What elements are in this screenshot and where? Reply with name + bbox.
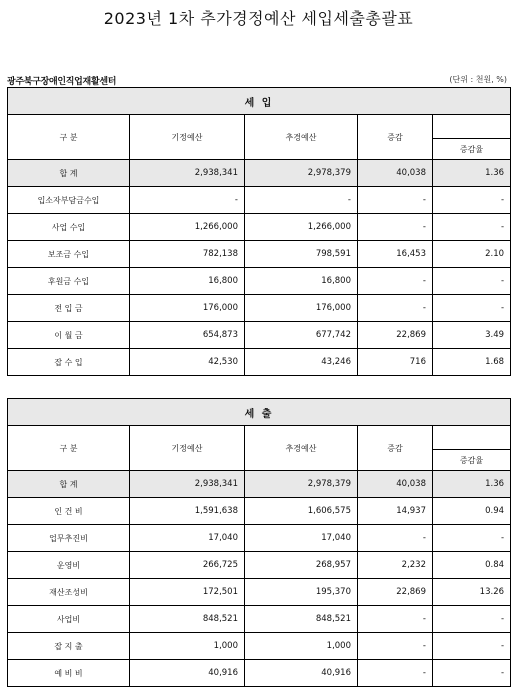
total-row <box>8 471 511 498</box>
change-cell: - <box>358 268 433 295</box>
revised-budget-cell: - <box>245 187 358 214</box>
revenue-section-header: 세 입 <box>8 88 511 115</box>
table-row <box>8 498 511 525</box>
change-rate-cell: - <box>433 633 511 660</box>
change-cell: - <box>358 525 433 552</box>
expenditure-section-header: 세 출 <box>8 399 511 426</box>
row-label: 합 계 <box>8 471 130 498</box>
revised-budget-cell: 176,000 <box>245 295 358 322</box>
table-row <box>8 606 511 633</box>
col-header-base-budget: 기정예산 <box>130 115 245 160</box>
revised-budget-cell: 677,742 <box>245 322 358 349</box>
change-cell: - <box>358 214 433 241</box>
total-row <box>8 160 511 187</box>
change-cell: 22,869 <box>358 579 433 606</box>
row-label: 잡 지 출 <box>8 633 130 660</box>
row-label: 예 비 비 <box>8 660 130 687</box>
change-rate-cell: - <box>433 660 511 687</box>
change-rate-cell: - <box>433 525 511 552</box>
base-budget-cell: 1,266,000 <box>130 214 245 241</box>
row-label: 전 입 금 <box>8 295 130 322</box>
revised-budget-cell: 1,000 <box>245 633 358 660</box>
row-label: 합 계 <box>8 160 130 187</box>
revised-budget-cell: 268,957 <box>245 552 358 579</box>
base-budget-cell: 16,800 <box>130 268 245 295</box>
col-header-change-rate-cell <box>433 426 511 471</box>
change-rate-cell: 3.49 <box>433 322 511 349</box>
col-header-change-rate: 증감율 <box>433 138 510 159</box>
col-header-revised-budget: 추경예산 <box>245 426 358 471</box>
table-row <box>8 660 511 687</box>
revised-budget-cell: 195,370 <box>245 579 358 606</box>
table-row <box>8 295 511 322</box>
table-row <box>8 322 511 349</box>
revised-budget-cell: 16,800 <box>245 268 358 295</box>
base-budget-cell: 266,725 <box>130 552 245 579</box>
revised-budget-cell: 2,978,379 <box>245 471 358 498</box>
base-budget-cell: 1,591,638 <box>130 498 245 525</box>
col-header-change-rate-cell <box>433 115 511 160</box>
revised-budget-cell: 2,978,379 <box>245 160 358 187</box>
row-label: 이 월 금 <box>8 322 130 349</box>
table-row <box>8 525 511 552</box>
table-row <box>8 349 511 376</box>
unit-note: (단위 : 천원, %) <box>449 75 507 84</box>
change-cell: - <box>358 660 433 687</box>
change-rate-cell: 13.26 <box>433 579 511 606</box>
change-cell: 14,937 <box>358 498 433 525</box>
change-cell: - <box>358 295 433 322</box>
change-cell: 716 <box>358 349 433 376</box>
change-cell: 16,453 <box>358 241 433 268</box>
table-row <box>8 187 511 214</box>
row-label: 사업비 <box>8 606 130 633</box>
base-budget-cell: - <box>130 187 245 214</box>
change-cell: 40,038 <box>358 471 433 498</box>
base-budget-cell: 782,138 <box>130 241 245 268</box>
revised-budget-cell: 17,040 <box>245 525 358 552</box>
row-label: 인 건 비 <box>8 498 130 525</box>
base-budget-cell: 848,521 <box>130 606 245 633</box>
col-header-change-rate: 증감율 <box>433 449 510 470</box>
expenditure-table <box>7 398 511 687</box>
base-budget-cell: 1,000 <box>130 633 245 660</box>
revenue-table <box>7 87 511 376</box>
base-budget-cell: 172,501 <box>130 579 245 606</box>
table-row <box>8 633 511 660</box>
revised-budget-cell: 798,591 <box>245 241 358 268</box>
col-header-change: 증감 <box>358 115 433 160</box>
change-cell: - <box>358 187 433 214</box>
change-rate-cell: - <box>433 295 511 322</box>
col-header-change: 증감 <box>358 426 433 471</box>
base-budget-cell: 2,938,341 <box>130 160 245 187</box>
revised-budget-cell: 848,521 <box>245 606 358 633</box>
row-label: 재산조성비 <box>8 579 130 606</box>
row-label: 잡 수 입 <box>8 349 130 376</box>
document-title: 2023년 1차 추가경정예산 세입세출총괄표 <box>103 9 414 28</box>
change-rate-cell: 1.68 <box>433 349 511 376</box>
base-budget-cell: 654,873 <box>130 322 245 349</box>
change-rate-cell: 1.36 <box>433 471 511 498</box>
base-budget-cell: 176,000 <box>130 295 245 322</box>
col-header-category: 구 분 <box>8 115 130 160</box>
revised-budget-cell: 1,606,575 <box>245 498 358 525</box>
row-label: 사업 수입 <box>8 214 130 241</box>
change-rate-cell: 0.84 <box>433 552 511 579</box>
table-row <box>8 268 511 295</box>
base-budget-cell: 40,916 <box>130 660 245 687</box>
table-row <box>8 579 511 606</box>
change-rate-cell: - <box>433 268 511 295</box>
row-label: 후원금 수입 <box>8 268 130 295</box>
col-header-base-budget: 기정예산 <box>130 426 245 471</box>
row-label: 입소자부담금수입 <box>8 187 130 214</box>
base-budget-cell: 42,530 <box>130 349 245 376</box>
revised-budget-cell: 40,916 <box>245 660 358 687</box>
table-row <box>8 241 511 268</box>
change-cell: - <box>358 633 433 660</box>
change-cell: 22,869 <box>358 322 433 349</box>
table-row <box>8 552 511 579</box>
change-rate-cell: - <box>433 187 511 214</box>
col-header-category: 구 분 <box>8 426 130 471</box>
organization-name: 광주북구장애인직업재활센터 <box>7 77 117 87</box>
revised-budget-cell: 43,246 <box>245 349 358 376</box>
row-label: 보조금 수입 <box>8 241 130 268</box>
change-rate-cell: 0.94 <box>433 498 511 525</box>
change-cell: 40,038 <box>358 160 433 187</box>
change-rate-cell: - <box>433 214 511 241</box>
revised-budget-cell: 1,266,000 <box>245 214 358 241</box>
change-rate-cell: - <box>433 606 511 633</box>
col-header-revised-budget: 추경예산 <box>245 115 358 160</box>
change-cell: 2,232 <box>358 552 433 579</box>
change-cell: - <box>358 606 433 633</box>
change-rate-cell: 2.10 <box>433 241 511 268</box>
row-label: 운영비 <box>8 552 130 579</box>
base-budget-cell: 17,040 <box>130 525 245 552</box>
row-label: 업무추진비 <box>8 525 130 552</box>
base-budget-cell: 2,938,341 <box>130 471 245 498</box>
table-row <box>8 214 511 241</box>
change-rate-cell: 1.36 <box>433 160 511 187</box>
